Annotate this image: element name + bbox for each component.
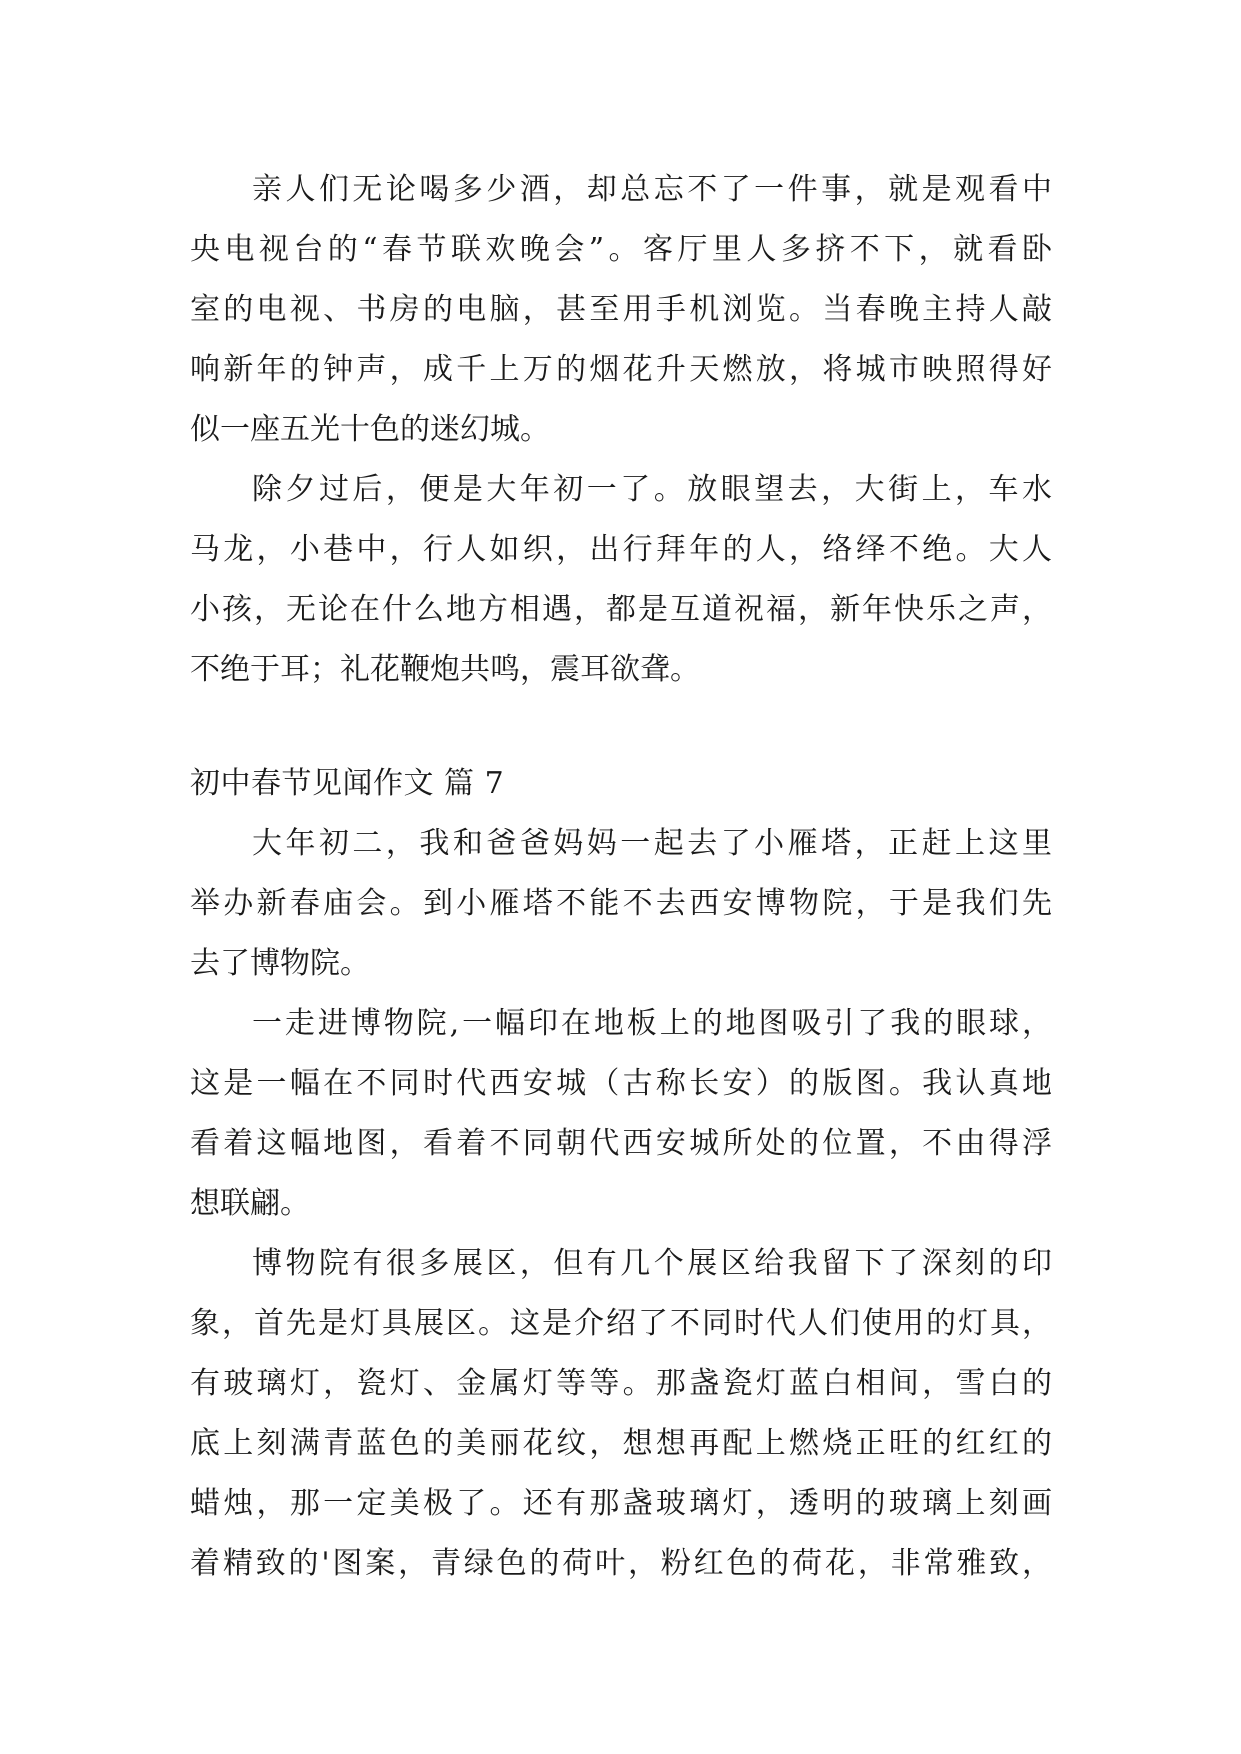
text-line: 室的电视、书房的电脑，甚至用手机浏览。当春晚主持人敲 [190, 292, 1052, 327]
text-line: 象，首先是灯具展区。这是介绍了不同时代人们使用的灯具， [190, 1306, 1052, 1341]
paragraph [190, 814, 1052, 994]
text-line: 看着这幅地图，看着不同朝代西安城所处的位置，不由得浮 [190, 1126, 1052, 1161]
text-line: 亲人们无论喝多少酒，却总忘不了一件事，就是观看中 [252, 172, 1052, 207]
document-body [190, 160, 1052, 1594]
paragraph [190, 160, 1052, 460]
text-line: 着精致的'图案，青绿色的荷叶，粉红色的荷花，非常雅致， [190, 1546, 1052, 1581]
text-line: 蜡烛，那一定美极了。还有那盏玻璃灯，透明的玻璃上刻画 [190, 1486, 1052, 1521]
text-line: 这是一幅在不同时代西安城（古称长安）的版图。我认真地 [190, 1066, 1052, 1101]
text-line: 响新年的钟声，成千上万的烟花升天燃放，将城市映照得好 [190, 352, 1052, 387]
paragraph [190, 1234, 1052, 1594]
text-line: 央电视台的“春节联欢晚会”。客厅里人多挤不下，就看卧 [190, 232, 1052, 267]
section-spacer [190, 700, 1052, 754]
text-line: 博物院有很多展区，但有几个展区给我留下了深刻的印 [252, 1246, 1052, 1281]
text-line: 大年初二，我和爸爸妈妈一起去了小雁塔，正赶上这里 [252, 826, 1052, 861]
text-line: 底上刻满青蓝色的美丽花纹，想想再配上燃烧正旺的红红的 [190, 1426, 1052, 1461]
text-line: 去了博物院。 [190, 946, 370, 981]
text-line: 不绝于耳；礼花鞭炮共鸣，震耳欲聋。 [190, 652, 700, 687]
text-line: 想联翩。 [190, 1186, 310, 1221]
text-line: 举办新春庙会。到小雁塔不能不去西安博物院，于是我们先 [190, 886, 1052, 921]
section-heading: 初中春节见闻作文 篇 7 [190, 766, 505, 801]
text-line: 一走进博物院,一幅印在地板上的地图吸引了我的眼球， [252, 1006, 1052, 1041]
paragraph [190, 460, 1052, 700]
paragraph [190, 994, 1052, 1234]
text-line: 除夕过后，便是大年初一了。放眼望去，大街上，车水 [252, 472, 1052, 507]
text-line: 小孩，无论在什么地方相遇，都是互道祝福，新年快乐之声， [190, 592, 1052, 627]
text-line: 似一座五光十色的迷幻城。 [190, 412, 550, 447]
text-line: 马龙，小巷中，行人如织，出行拜年的人，络绎不绝。大人 [190, 532, 1052, 567]
text-line: 有玻璃灯，瓷灯、金属灯等等。那盏瓷灯蓝白相间，雪白的 [190, 1366, 1052, 1401]
